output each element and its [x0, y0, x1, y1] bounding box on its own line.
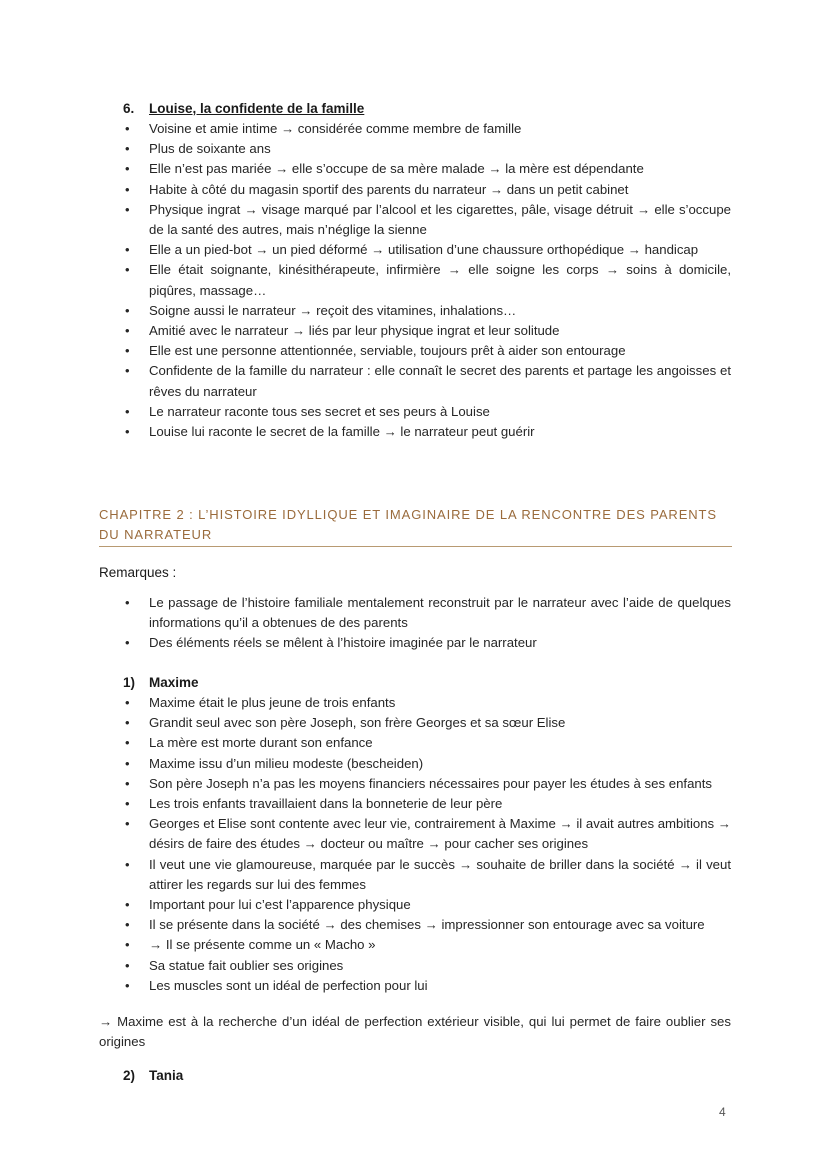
section-1-title: Maxime [149, 675, 199, 690]
list-item: • Maxime issu d’un milieu modeste (bescheiden) [123, 754, 731, 774]
section-6-title: Louise, la confidente de la famille [149, 101, 365, 116]
list-item: • Maxime était le plus jeune de trois enfants [123, 693, 731, 713]
list-item: • Elle était soignante, kinésithérapeute, infirmière → elle soigne les corps → soins à domicile, piqûres, massage… [123, 260, 731, 300]
list-item: • Les trois enfants travaillaient dans la bonneterie de leur père [123, 794, 731, 814]
list-item: • Plus de soixante ans [123, 139, 731, 159]
remarks-label: Remarques : [99, 565, 177, 580]
maxime-conclusion: → Maxime est à la recherche d’un idéal de perfection extérieur visible, qui lui permet de faire oublier ses origines [99, 1014, 731, 1050]
list-item: • Le narrateur raconte tous ses secret et ses peurs à Louise [123, 402, 731, 422]
list-item: • Important pour lui c’est l’apparence physique [123, 895, 731, 915]
list-item: • Il se présente dans la société → des chemises → impressionner son entourage avec sa voiture [123, 915, 731, 935]
list-item: • Soigne aussi le narrateur → reçoit des vitamines, inhalations… [123, 301, 731, 321]
section-2-number: 2) [123, 1068, 136, 1083]
list-item: • Georges et Elise sont contente avec leur vie, contrairement à Maxime → il avait autres ambitions → désirs de faire des études → docteur ou maître → pour cacher ses origines [123, 814, 731, 854]
section-6-list [123, 119, 731, 442]
section-1-list [123, 693, 731, 996]
page-number: 4 [719, 1105, 726, 1119]
list-item: • Confidente de la famille du narrateur : elle connaît le secret des parents et partage les angoisses et rêves du narrateur [123, 361, 731, 401]
list-item: • Il veut une vie glamoureuse, marquée par le succès → souhaite de briller dans la société → il veut attirer les regards sur lui des femmes [123, 855, 731, 895]
chapter-2-heading: CHAPITRE 2 : L’HISTOIRE IDYLLIQUE ET IMAGINAIRE DE LA RENCONTRE DES PARENTS DU NARRATEUR [99, 505, 732, 547]
list-item: • Elle a un pied-bot → un pied déformé → utilisation d’une chaussure orthopédique → handicap [123, 240, 731, 260]
list-item: • Le passage de l’histoire familiale mentalement reconstruit par le narrateur avec l’aide de quelques informations qu’il a obtenues de des parents [123, 593, 731, 633]
section-2-title: Tania [149, 1068, 184, 1083]
list-item: • Sa statue fait oublier ses origines [123, 956, 731, 976]
list-item: • Voisine et amie intime → considérée comme membre de famille [123, 119, 731, 139]
list-item: • Grandit seul avec son père Joseph, son frère Georges et sa sœur Elise [123, 713, 731, 733]
section-2-heading [123, 1066, 183, 1086]
remarks-list [123, 593, 731, 654]
list-item: • Louise lui raconte le secret de la famille → le narrateur peut guérir [123, 422, 731, 442]
section-6-number: 6. [123, 101, 135, 116]
section-1-number: 1) [123, 675, 136, 690]
list-item: • Son père Joseph n’a pas les moyens financiers nécessaires pour payer les études à ses enfants [123, 774, 731, 794]
list-item: • Elle n’est pas mariée → elle s’occupe de sa mère malade → la mère est dépendante [123, 159, 731, 179]
section-6-heading [123, 99, 364, 119]
list-item: • Habite à côté du magasin sportif des parents du narrateur → dans un petit cabinet [123, 180, 731, 200]
list-item: • Amitié avec le narrateur → liés par leur physique ingrat et leur solitude [123, 321, 731, 341]
list-item: • Elle est une personne attentionnée, serviable, toujours prêt à aider son entourage [123, 341, 731, 361]
list-item: • La mère est morte durant son enfance [123, 733, 731, 753]
list-item: • Les muscles sont un idéal de perfection pour lui [123, 976, 731, 996]
list-item: • → Il se présente comme un « Macho » [123, 935, 731, 955]
section-1-heading [123, 673, 199, 693]
list-item: • Physique ingrat → visage marqué par l’alcool et les cigarettes, pâle, visage détruit → elle s’occupe de la santé des autres, mais n’néglige la sienne [123, 200, 731, 240]
list-item: • Des éléments réels se mêlent à l’histoire imaginée par le narrateur [123, 633, 731, 653]
